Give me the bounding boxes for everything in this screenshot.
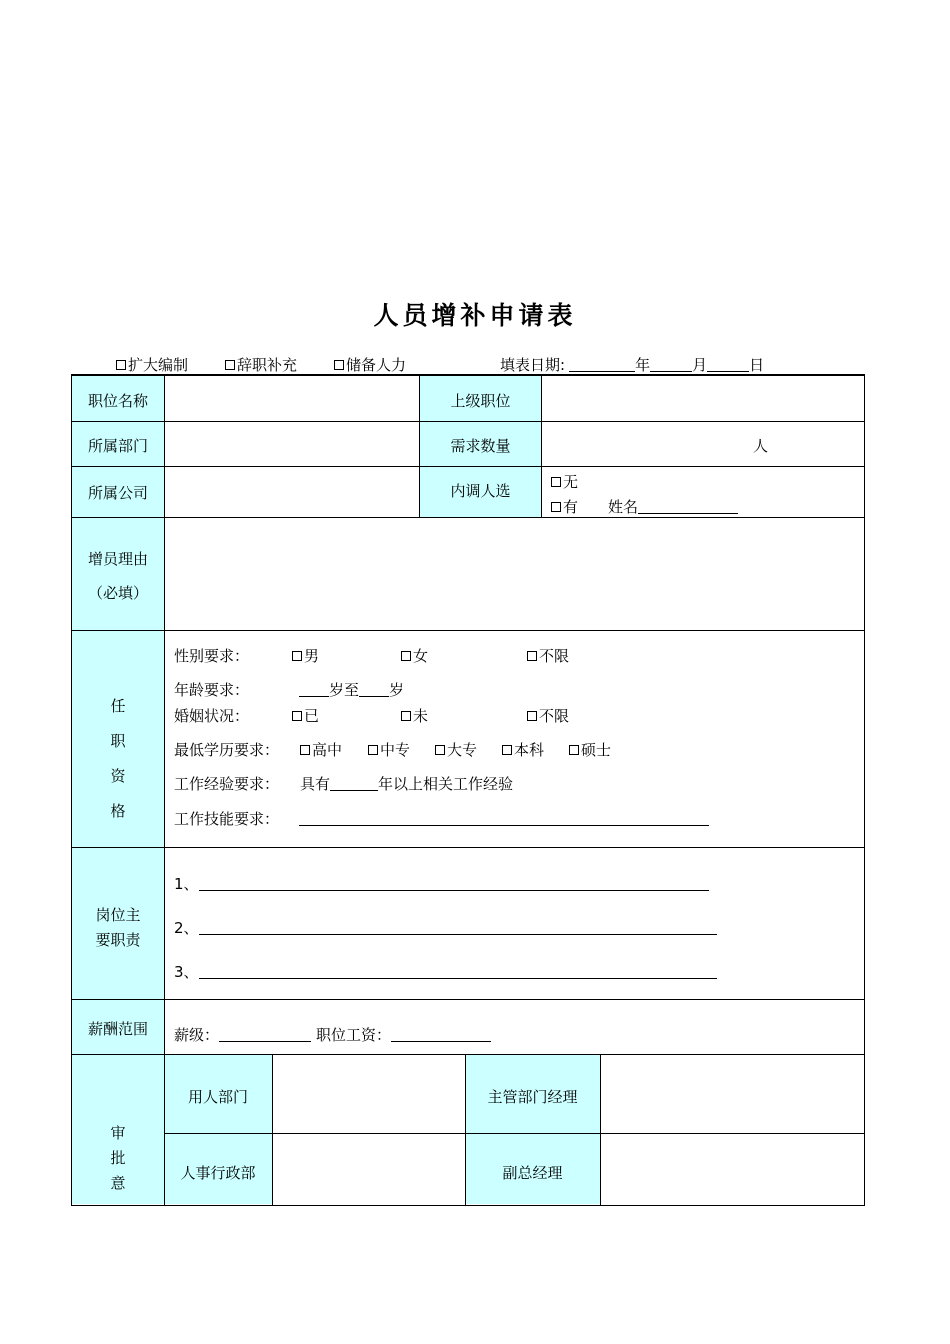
approval-char-3: 意 <box>110 1174 126 1192</box>
checkbox-icon[interactable] <box>527 651 537 661</box>
hr-admin-label: 人事行政部 <box>180 1164 256 1182</box>
checkbox-icon[interactable] <box>292 651 302 661</box>
skill-blank[interactable] <box>299 810 709 828</box>
count-unit: 人 <box>753 437 769 455</box>
reason-label: 增员理由 <box>87 550 148 568</box>
department-label: 所属部门 <box>87 437 148 455</box>
transfer-none-option[interactable]: 无 <box>551 471 578 492</box>
transfer-name: 姓名 <box>608 496 738 517</box>
qualification-char-2: 职 <box>110 732 126 750</box>
age-label: 年龄要求： <box>174 681 250 699</box>
reason-required-note: （必填） <box>87 584 148 602</box>
experience-text: 具有 年以上相关工作经验 <box>300 775 514 793</box>
hiring-dept-signature[interactable] <box>274 1056 464 1132</box>
salary-label: 薪酬范围 <box>87 1020 148 1038</box>
duty-item-2: 2、 <box>174 917 717 938</box>
option-resign[interactable]: 辞职补充 <box>225 354 297 375</box>
reason-field[interactable] <box>166 519 863 629</box>
position-name-label: 职位名称 <box>87 392 148 410</box>
option-reserve[interactable]: 储备人力 <box>334 354 406 375</box>
checkbox-icon[interactable] <box>435 745 445 755</box>
checkbox-icon[interactable] <box>551 502 561 512</box>
age-max-blank[interactable] <box>359 682 389 697</box>
experience-years-blank[interactable] <box>330 776 378 791</box>
edu-college-option[interactable]: 大专 <box>435 739 477 760</box>
checkbox-icon[interactable] <box>334 360 344 370</box>
checkbox-icon[interactable] <box>401 651 411 661</box>
age-min-blank[interactable] <box>299 682 329 697</box>
duty-item-1: 1、 <box>174 873 709 894</box>
education-label: 最低学历要求： <box>174 741 280 759</box>
superior-position-label: 上级职位 <box>450 392 511 410</box>
approval-char-1: 审 <box>110 1124 126 1142</box>
salary-grade: 薪级： <box>174 1024 311 1045</box>
transfer-name-blank[interactable] <box>638 499 738 514</box>
duties-label-line1: 岗位主 <box>95 906 141 924</box>
duty-3-blank[interactable] <box>199 964 717 979</box>
transfer-yes-option[interactable]: 有 <box>551 496 578 517</box>
experience-label: 工作经验要求： <box>174 775 280 793</box>
hr-admin-signature[interactable] <box>274 1135 464 1204</box>
department-field[interactable] <box>166 423 418 465</box>
edu-technical-option[interactable]: 中专 <box>368 739 410 760</box>
manager-signature[interactable] <box>602 1056 863 1132</box>
day-blank[interactable] <box>707 357 749 372</box>
marital-any-option[interactable]: 不限 <box>527 705 569 726</box>
qualification-char-3: 资 <box>110 767 126 785</box>
edu-master-option[interactable]: 硕士 <box>569 739 611 760</box>
marital-single-option[interactable]: 未 <box>401 705 428 726</box>
company-label: 所属公司 <box>87 484 148 502</box>
duty-2-blank[interactable] <box>199 920 717 935</box>
salary-wage-blank[interactable] <box>391 1027 491 1042</box>
gender-any-option[interactable]: 不限 <box>527 645 569 666</box>
salary-grade-blank[interactable] <box>219 1027 311 1042</box>
checkbox-icon[interactable] <box>300 745 310 755</box>
page-title: 人员增补申请表 <box>373 301 577 330</box>
vice-gm-signature[interactable] <box>602 1135 863 1204</box>
month-blank[interactable] <box>650 357 692 372</box>
checkbox-icon[interactable] <box>292 711 302 721</box>
duties-label-line2: 要职责 <box>95 931 141 949</box>
checkbox-icon[interactable] <box>116 360 126 370</box>
company-field[interactable] <box>166 468 418 516</box>
hiring-dept-label: 用人部门 <box>187 1088 248 1106</box>
checkbox-icon[interactable] <box>569 745 579 755</box>
year-blank[interactable] <box>569 357 635 372</box>
checkbox-icon[interactable] <box>225 360 235 370</box>
marital-label: 婚姻状况： <box>174 707 250 725</box>
superior-position-field[interactable] <box>543 378 863 420</box>
position-name-field[interactable] <box>166 378 418 420</box>
gender-label: 性别要求： <box>174 647 250 665</box>
checkbox-icon[interactable] <box>551 477 561 487</box>
gender-male-option[interactable]: 男 <box>292 645 319 666</box>
qualification-char-4: 格 <box>110 802 126 820</box>
approval-char-2: 批 <box>110 1149 126 1167</box>
checkbox-icon[interactable] <box>502 745 512 755</box>
salary-wage: 职位工资： <box>316 1024 491 1045</box>
edu-bachelor-option[interactable]: 本科 <box>502 739 544 760</box>
duty-1-blank[interactable] <box>199 876 709 891</box>
manager-label: 主管部门经理 <box>487 1088 578 1106</box>
option-expand[interactable]: 扩大编制 <box>116 354 188 375</box>
marital-married-option[interactable]: 已 <box>292 705 319 726</box>
fill-date: 填表日期: 年 月 日 <box>500 356 765 374</box>
vice-gm-label: 副总经理 <box>502 1164 563 1182</box>
duty-item-3: 3、 <box>174 961 717 982</box>
skill-label: 工作技能要求： <box>174 810 280 828</box>
required-count-label: 需求数量 <box>450 437 511 455</box>
age-range: 岁至 岁 <box>299 679 404 700</box>
checkbox-icon[interactable] <box>401 711 411 721</box>
checkbox-icon[interactable] <box>368 745 378 755</box>
checkbox-icon[interactable] <box>527 711 537 721</box>
qualification-char-1: 任 <box>110 697 126 715</box>
gender-female-option[interactable]: 女 <box>401 645 428 666</box>
edu-highschool-option[interactable]: 高中 <box>300 739 342 760</box>
internal-transfer-label: 内调人选 <box>450 482 511 500</box>
